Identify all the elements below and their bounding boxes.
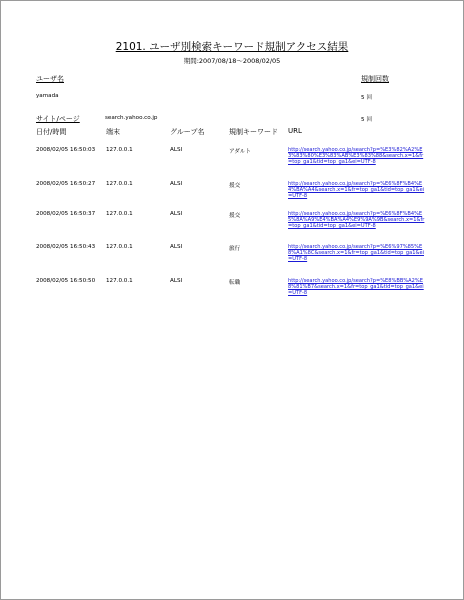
row-url-link[interactable]: http://search.yahoo.co.jp/search?p=%E6%8F%B4%E5%8A%A9%E4%BA%A4%E9%9A%9B&search.x=1&fr=top_ga1&tid=top_ga1&ei=UTF-8 <box>288 211 425 230</box>
column-header-datetime: 日付/時間 <box>36 128 67 136</box>
row-url-link[interactable]: http://search.yahoo.co.jp/search?p=%E8%BB%A2%E8%81%B7&search.x=1&fr=top_ga1&tid=top_ga1&ei=UTF-8 <box>288 278 424 297</box>
row-terminal: 127.0.0.1 <box>106 244 133 250</box>
table-row <box>1 147 463 177</box>
site-page-value: search.yahoo.co.jp <box>105 115 158 121</box>
row-terminal: 127.0.0.1 <box>106 147 133 153</box>
row-keyword: 旅行 <box>229 246 241 252</box>
report-title: 2101. ユーザ別検索キーワード規制アクセス結果 <box>115 41 349 53</box>
table-row <box>1 211 463 241</box>
block-count-header: 規制回数 <box>361 75 389 83</box>
row-url-link[interactable]: http://search.yahoo.co.jp/search?p=%E3%82%A2%E3%83%80%E3%83%AB%E3%83%88&search.x=1&fr=top_ga1&tid=top_ga1&ei=UTF-8 <box>288 147 424 166</box>
row-datetime: 2008/02/05 16:50:37 <box>36 211 96 217</box>
row-url-link[interactable]: http://search.yahoo.co.jp/search?p=%E6%8F%B4%E4%BA%A4&search.x=1&fr=top_ga1&tid=top_ga1&ei=UTF-8 <box>288 181 425 200</box>
user-name-header: ユーザ名 <box>36 75 64 83</box>
row-datetime: 2008/02/05 16:50:43 <box>36 244 96 250</box>
site-page-label: サイト/ページ <box>36 115 80 123</box>
row-keyword: 援交 <box>229 213 241 219</box>
column-header-group: グループ名 <box>170 128 205 136</box>
row-group: ALSI <box>170 181 183 187</box>
row-keyword: 転職 <box>229 280 241 286</box>
row-keyword: 援交 <box>229 183 241 189</box>
row-group: ALSI <box>170 278 183 284</box>
table-row <box>1 181 463 211</box>
row-url-link[interactable]: http://search.yahoo.co.jp/search?p=%E6%97%85%E8%A1%8C&search.x=1&fr=top_ga1&tid=top_ga1&ei=UTF-8 <box>288 244 424 263</box>
row-terminal: 127.0.0.1 <box>106 278 133 284</box>
column-header-terminal: 端末 <box>106 128 120 136</box>
report-period: 期間:2007/08/18〜2008/02/05 <box>183 57 281 65</box>
row-datetime: 2008/02/05 16:50:50 <box>36 278 96 284</box>
user-count-value: 5 回 <box>361 95 372 101</box>
row-keyword: アダルト <box>229 149 251 155</box>
site-count-value: 5 回 <box>361 117 372 123</box>
row-datetime: 2008/02/05 16:50:03 <box>36 147 96 153</box>
row-group: ALSI <box>170 244 183 250</box>
row-group: ALSI <box>170 211 183 217</box>
row-group: ALSI <box>170 147 183 153</box>
table-row <box>1 278 463 308</box>
user-name-value: yamada <box>36 93 59 99</box>
table-row <box>1 244 463 274</box>
row-datetime: 2008/02/05 16:50:27 <box>36 181 96 187</box>
column-header-keyword: 規制キーワード <box>229 128 278 136</box>
column-header-url: URL <box>288 127 302 135</box>
row-terminal: 127.0.0.1 <box>106 211 133 217</box>
row-terminal: 127.0.0.1 <box>106 181 133 187</box>
